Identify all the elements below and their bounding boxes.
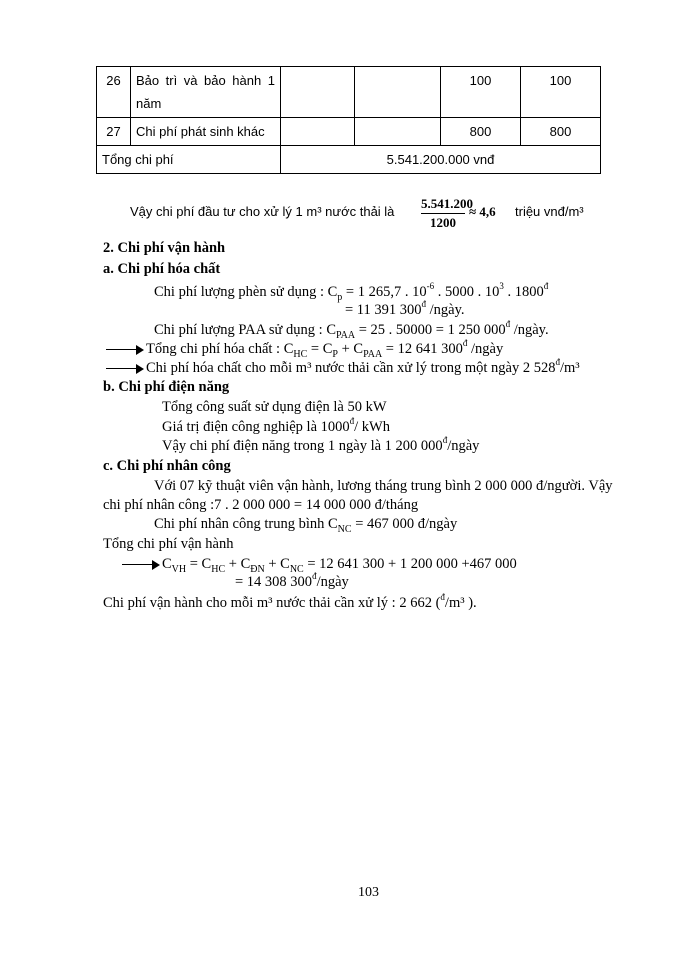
labor-line-2: chi phí nhân công :7 . 2 000 000 = 14 000 000 đ/tháng: [103, 497, 419, 513]
table-row: [97, 67, 601, 118]
row-item-name: Bảo trì và bảo hành 1 năm: [131, 67, 281, 118]
row-value: 100: [441, 67, 521, 118]
row-value: 800: [521, 118, 601, 146]
cost-table: [96, 66, 601, 174]
right-arrow-icon: [106, 345, 144, 355]
row-item-name: Chi phí phát sinh khác: [131, 118, 281, 146]
row-number: 26: [97, 67, 131, 118]
section-title: 2. Chi phí vận hành: [103, 240, 226, 256]
total-row: [97, 146, 601, 174]
row-cell: [281, 67, 355, 118]
investment-sentence: Vậy chi phí đầu tư cho xử lý 1 m³ nước thải là: [130, 204, 395, 219]
fraction-bar: [421, 213, 465, 214]
row-cell: [355, 67, 441, 118]
subsection-title: b. Chi phí điện năng: [103, 379, 230, 395]
fraction-numerator: 5.541.200: [421, 196, 473, 211]
paa-cost-line: Chi phí lượng PAA sử dụng : $C_{PAA} = 25$ . 50000 = 1 250 $000^đ$ /ngày.: [154, 319, 549, 341]
subsection-title: c. Chi phí nhân công: [103, 458, 231, 474]
investment-unit: triệu vnđ/m³: [515, 204, 584, 219]
subsection-title: a. Chi phí hóa chất: [103, 261, 221, 277]
electricity-price-line: Giá trị điện công nghiệp là $1000^đ/$ kWh: [162, 416, 390, 435]
right-arrow-icon: [122, 560, 160, 570]
chemical-total-line: Tổng chi phí hóa chất : $C_{HC} = C_P + C_{PAA} = 12$ 641 $300^đ$ /ngày: [106, 341, 503, 358]
total-value: 5.541.200.000 vnđ: [281, 146, 601, 174]
row-cell: [355, 118, 441, 146]
total-label: Tổng chi phí: [97, 146, 281, 174]
operating-total-title: Tổng chi phí vận hành: [103, 536, 234, 552]
row-value: 100: [521, 67, 601, 118]
power-capacity-line: Tổng công suất sử dụng điện là 50 kW: [162, 399, 387, 415]
row-value: 800: [441, 118, 521, 146]
labor-average-line: Chi phí nhân công trung bình $C_{NC} = 467$ 000 đ/ngày: [154, 516, 458, 535]
table-row: [97, 118, 601, 146]
labor-line-1: Với 07 kỹ thuật viên vận hành, lương tháng trung bình 2 000 000 đ/người. Vậy: [154, 478, 613, 494]
right-arrow-icon: [106, 364, 144, 374]
operating-total-formula: $C_{VH} = C_{HC} + C_{ĐN} + C_{NC} = 12$ 641 300 + 1 200 000 +467 000: [122, 556, 517, 573]
alum-cost-result: = 11 391 $300^đ$ /ngày.: [345, 299, 465, 318]
electricity-cost-line: Vậy chi phí điện năng trong 1 ngày là 1 200 $000^đ$/ngày: [162, 435, 480, 454]
alum-cost-line: Chi phí lượng phèn sử dụng : $C_p = 1$ 265,7 . $10^{-6}$ . 5000 . $10^3$ . $1800^đ$: [154, 281, 549, 303]
operating-total-result: = 14 308 $300^đ$/ngày: [235, 571, 349, 590]
operating-per-m3-line: Chi phí vận hành cho mỗi m³ nước thải cần xử lý : 2 662 ($^đ$/m³ ).: [103, 592, 477, 611]
row-cell: [281, 118, 355, 146]
page-number: 103: [358, 885, 379, 900]
row-number: 27: [97, 118, 131, 146]
investment-result: ≈ 4,6: [469, 204, 496, 219]
chemical-per-m3-line: Chi phí hóa chất cho mỗi m³ nước thải cần xử lý trong một ngày 2 $528^đ/m^3$: [106, 360, 580, 377]
investment-fraction: [421, 196, 473, 231]
fraction-denominator: 1200: [430, 215, 456, 230]
